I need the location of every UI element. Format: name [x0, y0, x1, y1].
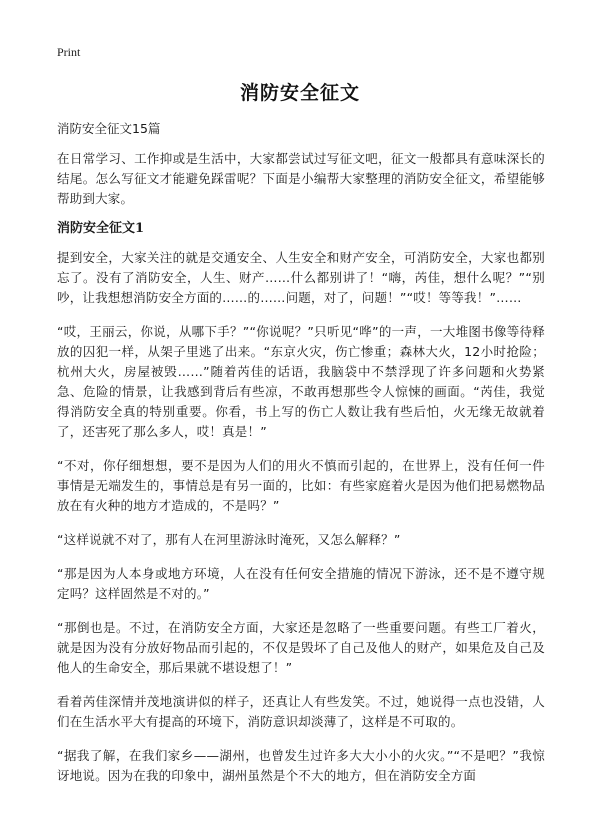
- paragraph: “不对，你仔细想想，要不是因为人们的用火不慎而引起的，在世界上，没有任何一件事情是无端发生的，事情总是有另一面的，比如：有些家庭着火是因为他们把易燃物品放在有火种的地方才造成的，不是吗？”: [57, 458, 545, 513]
- paragraph: 看着芮佳深情并茂地演讲似的样子，还真让人有些发笑。不过，她说得一点也没错，人们在生活水平大有提高的环境下，消防意识却淡薄了，这样是不可取的。: [57, 694, 545, 729]
- paragraph: “那倒也是。不过，在消防安全方面，大家还是忽略了一些重要问题。有些工厂着火，就是因为没有分放好物品而引起的，不仅是毁坏了自己及他人的财产，如果危及自己及他人的生命安全，那后果就不堪设想了！”: [57, 620, 545, 675]
- paragraph: “据我了解，在我们家乡——湖州，也曾发生过许多大大小小的火灾。”“不是吧？”我惊讶地说。因为在我的印象中，湖州虽然是个不大的地方，但在消防安全方面: [57, 748, 545, 783]
- article-body: [57, 119, 545, 800]
- paragraph: “哎，王丽云，你说，从哪下手？”“你说呢？”只听见“哗”的一声，一大堆图书像等待释放的囚犯一样，从架子里逃了出来。“东京火灾，伤亡惨重；森林大火，12小时抢险；杭州大火，房屋被毁……”随着芮佳的话语，我脑袋中不禁浮现了许多问题和火势紧急、危险的情景，让我感到背后有些凉，不敢再想那些令人惊悚的画面。“芮佳，我觉得消防安全真的特别重要。你看，书上写的伤亡人数让我有些后怕，火无缘无故就着了，还害死了那么多人，哎！真是！”: [57, 324, 545, 439]
- paragraph: “这样说就不对了，那有人在河里游泳时淹死，又怎么解释？”: [57, 532, 401, 547]
- article-subtitle: 消防安全征文15篇: [57, 121, 161, 136]
- section-heading: 消防安全征文1: [57, 221, 145, 236]
- print-link[interactable]: Print: [57, 45, 81, 59]
- intro-paragraph: 在日常学习、工作抑或是生活中，大家都尝试过写征文吧，征文一般都具有意味深长的结尾。怎么写征文才能避免踩雷呢？下面是小编帮大家整理的消防安全征文，希望能够帮助到大家。: [57, 151, 545, 206]
- paragraph: “那是因为人本身或地方环境，人在没有任何安全措施的情况下游泳，还不是不遵守规定吗？这样固然是不对的。”: [57, 566, 545, 601]
- page-title: 消防安全征文: [239, 82, 360, 104]
- paragraph: 提到安全，大家关注的就是交通安全、人生安全和财产安全，可消防安全，大家也都别忘了。没有了消防安全，人生、财产……什么都别讲了！“嗨，芮佳，想什么呢？”“别吵，让我想想消防安全方面的……的……问题，对了，问题！”“哎！等等我！”……: [57, 250, 545, 305]
